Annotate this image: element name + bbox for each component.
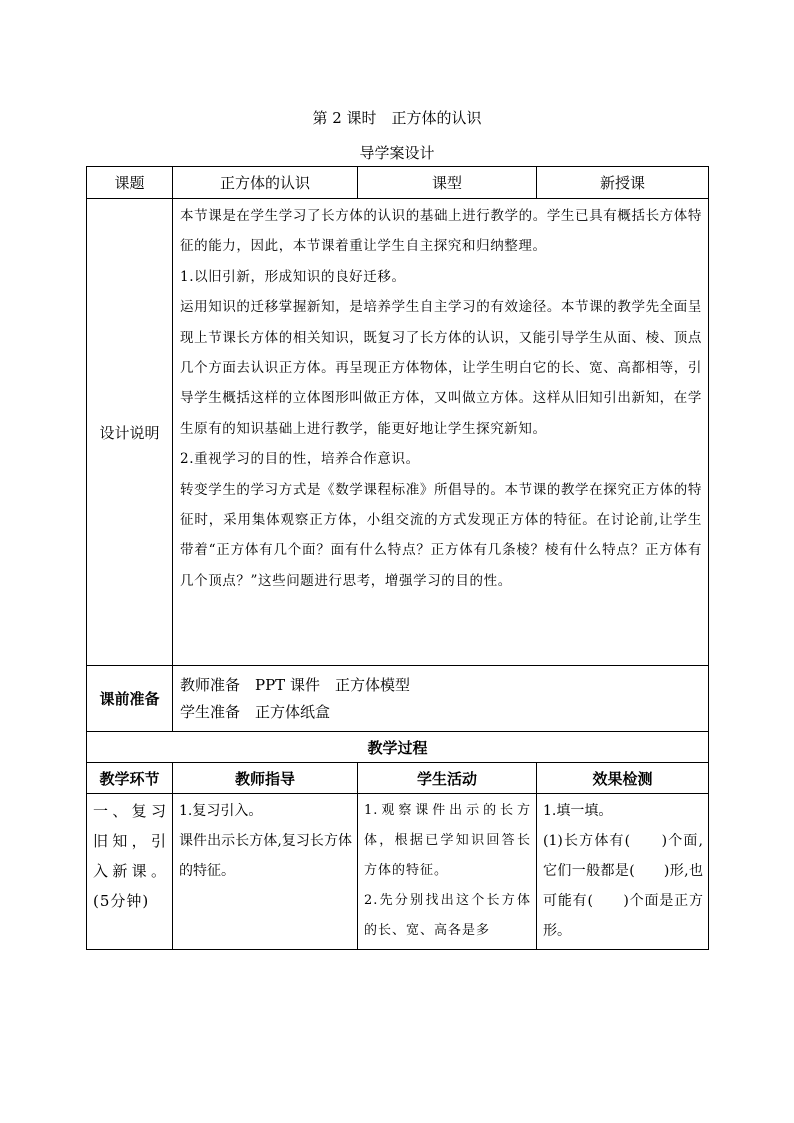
design-row bbox=[87, 199, 709, 666]
student-line: 2.先分别找出这个长方体的长、宽、高各是多 bbox=[364, 893, 531, 938]
teacher-line: 课件出示长方体,复习长方体的特征。 bbox=[179, 833, 352, 879]
teacher-prep: 教师准备 PPT 课件 正方体模型 bbox=[180, 675, 410, 694]
col-teacher: 教师指导 bbox=[173, 763, 358, 794]
teacher-cell bbox=[173, 794, 358, 950]
stage-cell: 一、复习旧知，引入新课。(5分钟) bbox=[87, 794, 173, 950]
prep-label: 课前准备 bbox=[87, 666, 173, 732]
prep-row bbox=[87, 666, 709, 732]
col-check: 效果检测 bbox=[537, 763, 709, 794]
section-title: 导学案设计 bbox=[359, 144, 435, 162]
header-row bbox=[87, 167, 709, 199]
process-row bbox=[87, 794, 709, 950]
design-paragraph: 1.以旧引新，形成知识的良好迁移。 bbox=[180, 268, 406, 285]
type-value: 新授课 bbox=[537, 167, 709, 199]
student-prep: 学生准备 正方体纸盒 bbox=[180, 702, 331, 721]
check-cell bbox=[537, 794, 709, 950]
col-stage: 教学环节 bbox=[87, 763, 173, 794]
student-line: 1.观察课件出示的长方体，根据已学知识回答长方体的特征。 bbox=[364, 803, 531, 878]
design-text bbox=[173, 199, 709, 666]
design-paragraph: 运用知识的迁移掌握新知，是培养学生自主学习的有效途径。本节课的教学先全面呈现上节课长方体的相关知识，既复习了长方体的认识，又能引导学生从面、棱、顶点几个方面去认识正方体。再呈现正方体物体，让学生明白它的长、宽、高都相等，引导学生概括这样的立体图形叫做正方体，又叫做立方体。这样从旧知引出新知，在学生原有的知识基础上进行教学，能更好地让学生探究新知。 bbox=[180, 299, 702, 437]
type-label: 课型 bbox=[358, 167, 537, 199]
lesson-title: 第 2 课时 正方体的认识 bbox=[312, 109, 482, 127]
design-paragraph: 2.重视学习的目的性，培养合作意识。 bbox=[180, 451, 420, 468]
check-line: 1.填一填。 bbox=[543, 803, 613, 819]
teacher-line: 1.复习引入。 bbox=[179, 803, 263, 819]
design-label: 设计说明 bbox=[87, 199, 173, 666]
process-header-row bbox=[87, 763, 709, 794]
process-title-row bbox=[87, 732, 709, 763]
check-line: (1)长方体有( )个面,它们一般都是( )形,也可能有( )个面是正方形。 bbox=[543, 833, 703, 939]
design-paragraph: 本节课是在学生学习了长方体的认识的基础上进行教学的。学生已具有概括长方体特征的能力，因此，本节课着重让学生自主探究和归纳整理。 bbox=[180, 208, 702, 255]
topic-value: 正方体的认识 bbox=[173, 167, 358, 199]
process-title: 教学过程 bbox=[87, 732, 709, 763]
student-cell bbox=[358, 794, 537, 950]
prep-text bbox=[173, 666, 709, 732]
design-paragraph: 转变学生的学习方式是《数学课程标准》所倡导的。本节课的教学在探究正方体的特征时，采用集体观察正方体，小组交流的方式发现正方体的特征。在讨论前,让学生带着“正方体有几个面？面有什么特点？正方体有几条棱？棱有什么特点？正方体有几个顶点？”这些问题进行思考，增强学习的目的性。 bbox=[180, 481, 702, 589]
lesson-plan-table bbox=[86, 166, 709, 950]
col-student: 学生活动 bbox=[358, 763, 537, 794]
topic-label: 课题 bbox=[87, 167, 173, 199]
